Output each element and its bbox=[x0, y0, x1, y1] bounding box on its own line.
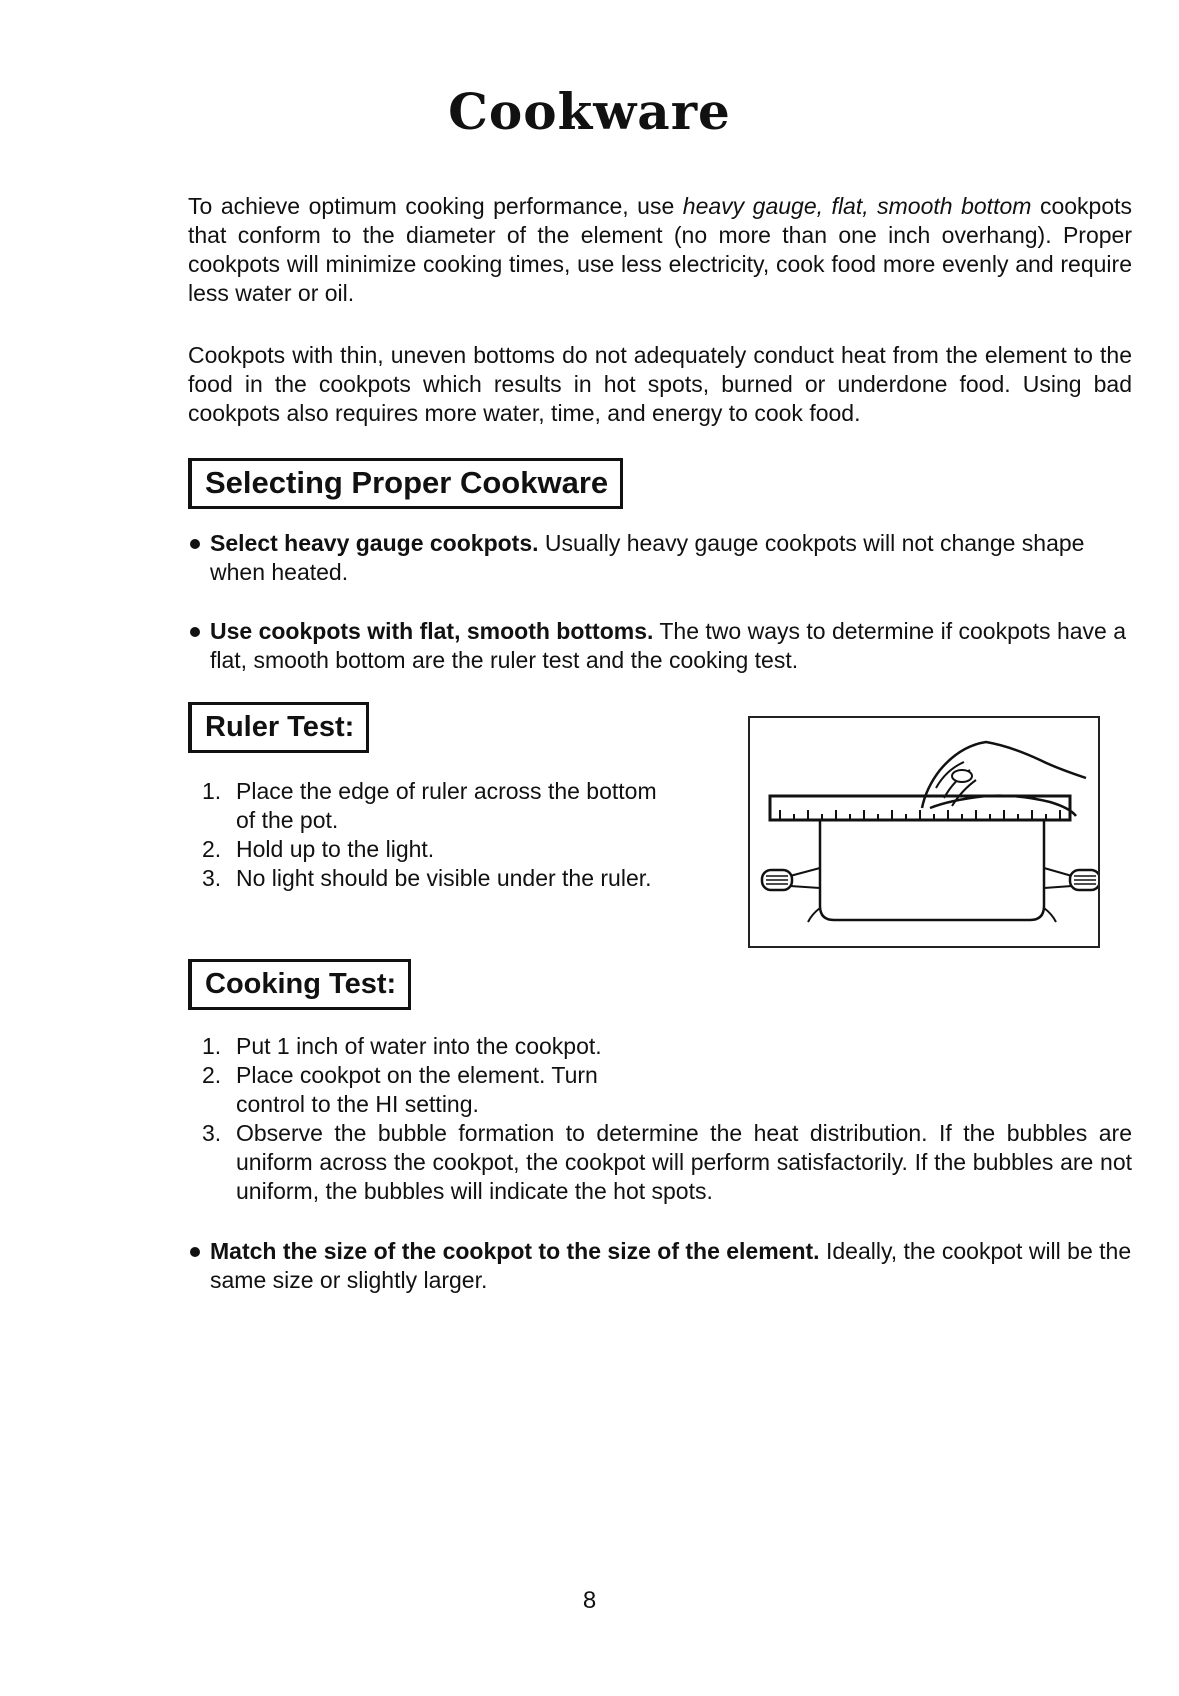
list-item: 1. Put 1 inch of water into the cookpot. bbox=[202, 1033, 602, 1059]
bullet-heavy-gauge: Select heavy gauge cookpots. Usually heavy gauge cookpots will not change shape when heated. bbox=[210, 529, 1132, 587]
selecting-heading: Selecting Proper Cookware bbox=[188, 458, 623, 509]
page-number: 8 bbox=[582, 1587, 597, 1614]
ruler-test-heading: Ruler Test: bbox=[188, 702, 369, 753]
bullet-match-size: Match the size of the cookpot to the size of the element. Ideally, the cookpot will be the same size or slightly larger. bbox=[210, 1237, 1132, 1295]
intro-paragraph-1: To achieve optimum cooking performance, use heavy gauge, flat, smooth bottom cookpots that conform to the diameter of the element (no more than one inch overhang). Proper cookpots will minimize cooking times, use less electricity, cook food more evenly and require less water or oil. bbox=[188, 193, 1133, 306]
bullet-dot-icon bbox=[190, 1247, 200, 1257]
page-title: Cookware bbox=[448, 82, 731, 141]
ruler-test-illustration bbox=[748, 716, 1100, 948]
list-item: 2. Hold up to the light. bbox=[202, 836, 435, 862]
ruler-on-pot-drawing bbox=[750, 718, 1098, 946]
intro-paragraph-2: Cookpots with thin, uneven bottoms do not adequately conduct heat from the element to the food in the cookpots which results in hot spots, burned or underdone food. Using bad cookpots also requires more water, time, and energy to cook food. bbox=[188, 342, 1132, 426]
cooking-test-heading: Cooking Test: bbox=[188, 959, 411, 1010]
list-item: 2. Place cookpot on the element. Turn control to the HI setting. bbox=[202, 1062, 598, 1117]
list-item: 3. No light should be visible under the ruler. bbox=[202, 865, 652, 891]
cooking-test-steps bbox=[188, 1032, 1132, 1206]
ruler-test-steps bbox=[188, 777, 668, 893]
list-item: 3. Observe the bubble formation to determine the heat distribution. If the bubbles are uniform across the cookpot, the cookpot will perform satisfactorily. If the bubbles are not uniform, the bubbles will indicate the hot spots. bbox=[202, 1120, 1132, 1204]
list-item: 1. Place the edge of ruler across the bottom of the pot. bbox=[202, 778, 657, 833]
bullet-dot-icon bbox=[190, 627, 200, 637]
bullet-flat-bottoms: Use cookpots with flat, smooth bottoms. The two ways to determine if cookpots have a flat, smooth bottom are the ruler test and the cooking test. bbox=[210, 617, 1132, 675]
bullet-dot-icon bbox=[190, 539, 200, 549]
